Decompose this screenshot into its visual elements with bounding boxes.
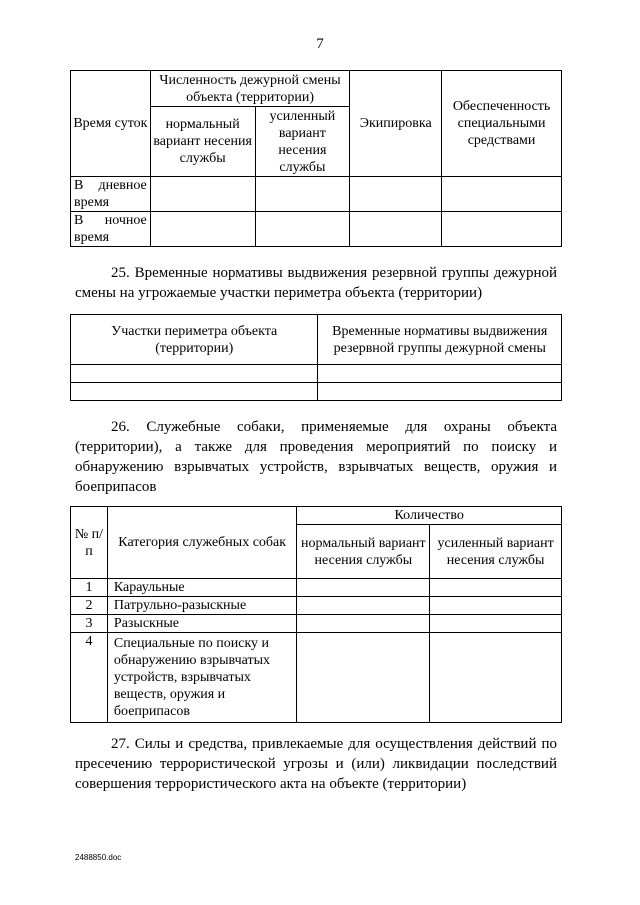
header-shift-strength: Численность дежурной смены объекта (территории) [150,71,350,107]
page-number: 7 [316,36,324,52]
table-row [71,615,562,633]
header-number: № п/п [71,507,108,579]
row-category: Караульные [107,579,297,597]
row-label-night: В ночное время [71,212,151,247]
table-row [71,579,562,597]
header-quantity: Количество [297,507,562,525]
row-number: 1 [71,579,108,597]
row-category: Разыскные [107,615,297,633]
row-number: 3 [71,615,108,633]
row-number: 2 [71,597,108,615]
header-enhanced-variant: усиленный вариант несения службы [430,525,562,579]
table-row [71,383,562,401]
header-normal-variant: нормальный вариант несения службы [150,107,255,177]
duty-shift-table [70,70,562,247]
paragraph-27: 27. Силы и средства, привлекаемые для осуществления действий по пресечению террористической угрозы и (или) ликвидации последствий совершения террористического акта на объекте (территории) [75,736,557,792]
table-row [71,365,562,383]
header-equipment: Экипировка [350,71,442,177]
document-filename: 2488850.doc [75,853,122,862]
row-category: Специальные по поиску и обнаружению взрывчатых устройств, взрывчатых веществ, оружия и боеприпасов [107,633,297,723]
table-row [71,177,562,212]
table-row [71,597,562,615]
row-number: 4 [71,633,108,723]
table-row [71,633,562,723]
paragraph-25: 25. Временные нормативы выдвижения резервной группы дежурной смены на угрожаемые участки периметра объекта (территории) [75,265,557,301]
header-perimeter-sections: Участки периметра объекта (территории) [71,315,318,365]
service-dogs-table [70,506,562,723]
header-time-norms: Временные нормативы выдвижения резервной группы дежурной смены [318,315,562,365]
header-dog-category: Категория служебных собак [107,507,297,579]
row-label-day: В дневное время [71,177,151,212]
row-category: Патрульно-разыскные [107,597,297,615]
header-normal-variant: нормальный вариант несения службы [297,525,430,579]
header-special-means: Обеспеченность специальными средствами [442,71,562,177]
perimeter-norms-table [70,314,562,401]
header-time-of-day: Время суток [71,71,151,177]
paragraph-26: 26. Служебные собаки, применяемые для охраны объекта (территории), а также для проведения мероприятий по поиску и обнаружению взрывчатых устройств, взрывчатых веществ, оружия и боеприпасов [75,419,557,495]
table-row [71,212,562,247]
header-enhanced-variant: усиленный вариант несения службы [255,107,350,177]
